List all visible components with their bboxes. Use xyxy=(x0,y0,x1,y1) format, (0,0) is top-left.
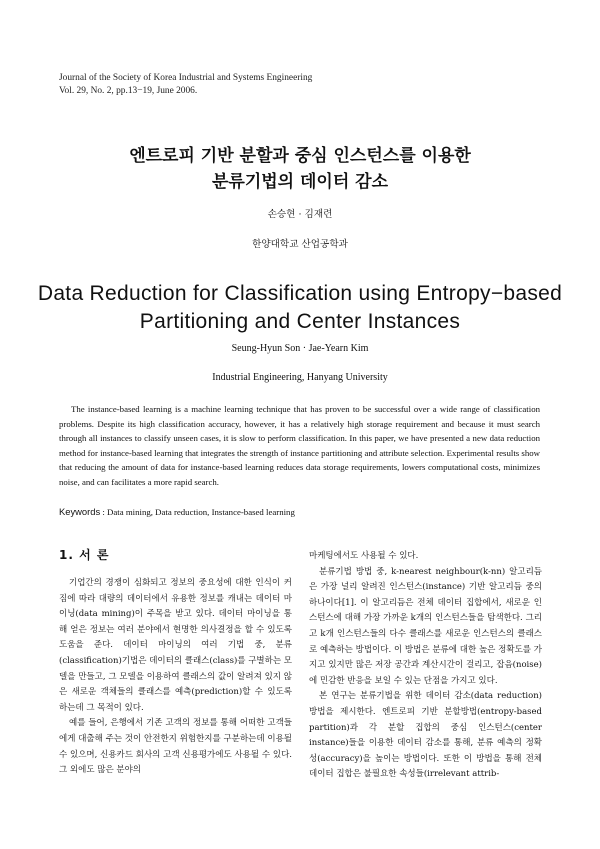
journal-name: Journal of the Society of Korea Industrial and Systems Engineering xyxy=(59,73,313,83)
english-title xyxy=(0,280,600,336)
english-title-line1: Data Reduction for Classification using Entropy−based xyxy=(37,282,563,305)
abstract: The instance-based learning is a machine learning technique that has proven to be successful over a wide range of classification problems. Despite its high classification accuracy, however, it has a relatively high storage requirement and because it must search through all instances to classify unseen cases, it is slow to perform classification. In this paper, we have presented a new data reduction method for instance-based learning that integrates the strength of instance partitioning and attribute selection. Experimental results show that reducing the amount of data for instance-based learning reduces data storage requirements, lowers computational costs, minimizes noise, and can facilitates a more rapid search. xyxy=(59,404,540,487)
paragraph: 마케팅에서도 사용될 수 있다. xyxy=(309,551,419,561)
journal-header xyxy=(59,72,479,98)
keywords-text: Data mining, Data reduction, Instance-based learning xyxy=(107,507,295,517)
english-authors: Seung-Hyun Son · Jae-Yearn Kim xyxy=(231,343,369,354)
korean-affiliation: 한양대학교 산업공학과 xyxy=(252,239,348,250)
paragraph: 기업간의 경쟁이 심화되고 정보의 중요성에 대한 인식이 커짐에 따라 대량의 데이터에서 유용한 정보를 캐내는 데이터 마이닝(data mining)이 주목을 받고 있다. 데이터 마이닝을 통해 얻은 정보는 여러 분야에서 현명한 의사결정을 할 수 있도록 도움을 준다. 데이터 마이닝의 여러 기법 중, 분류(classification)기법은 데이터의 클래스(class)를 구별하는 모델을 만들고, 그 모델을 이용하여 클래스의 값이 알려져 있지 않은 새로운 객체들의 클래스를 예측(prediction)할 수 있도록 하는데 그 목적이 있다. xyxy=(59,578,292,713)
korean-title xyxy=(0,143,600,195)
paragraph: 본 연구는 분류기법을 위한 데이터 감소(data reduction) 방법을 제시한다. 엔트로피 기반 분할방법(entropy-based partition)과 각 분할 집합의 중심 인스턴스(center instance)들을 이용한 데이터 감소를 통해, 분류 예측의 정확성(accuracy)을 높이는 방법이다. 또한 이 방법을 통해 전체 데이터 집합은 불필요한 속성들(irrelevant attrib- xyxy=(309,691,542,780)
body-column-right xyxy=(309,549,542,783)
english-affiliation: Industrial Engineering, Hanyang University xyxy=(212,372,388,383)
journal-volume: Vol. 29, No. 2, pp.13−19, June 2006. xyxy=(59,86,198,96)
paragraph: 예를 들어, 은행에서 기존 고객의 정보를 통해 어떠한 고객들에게 대출해 주는 것이 안전한지 위험한지를 구분하는데 이용될 수 있으며, 신용카드 회사의 고객 신용평가에도 사용될 수 있다. 그 외에도 많은 분야의 xyxy=(59,718,292,776)
korean-title-line2: 분류기법의 데이터 감소 xyxy=(211,172,389,192)
body-column-left xyxy=(59,576,292,779)
english-title-line2: Partitioning and Center Instances xyxy=(139,310,461,333)
keywords-separator: : xyxy=(100,507,108,517)
korean-title-line1: 엔트로피 기반 분할과 중심 인스턴스를 이용한 xyxy=(129,146,471,166)
keywords-label: Keywords xyxy=(59,506,101,517)
paragraph: 분류기법 방법 중, k-nearest neighbour(k-nn) 알고리듬은 가장 널리 알려진 인스턴스(instance) 기반 알고리듬 중의 하나이다[1]. 이 알고리듬은 전체 데이터 집합에서, 새로운 인스턴스에 대해 가장 가까운 k개의 인스턴스들을 탐색한다. 그리고 k개 인스턴스들의 다수 클래스를 새로운 인스턴스의 클래스로 예측하는 방법이다. 이 방법은 분류에 대한 높은 정확도를 가지고 있지만 많은 저장 공간과 계산시간이 걸리고, 잡음(noise)에 민감한 반응을 보일 수 있는 단점을 가지고 있다. xyxy=(309,566,542,686)
keywords xyxy=(59,506,540,517)
korean-authors: 손승현 · 김재련 xyxy=(267,209,333,220)
section-heading-introduction: 1. 서 론 xyxy=(59,548,110,562)
